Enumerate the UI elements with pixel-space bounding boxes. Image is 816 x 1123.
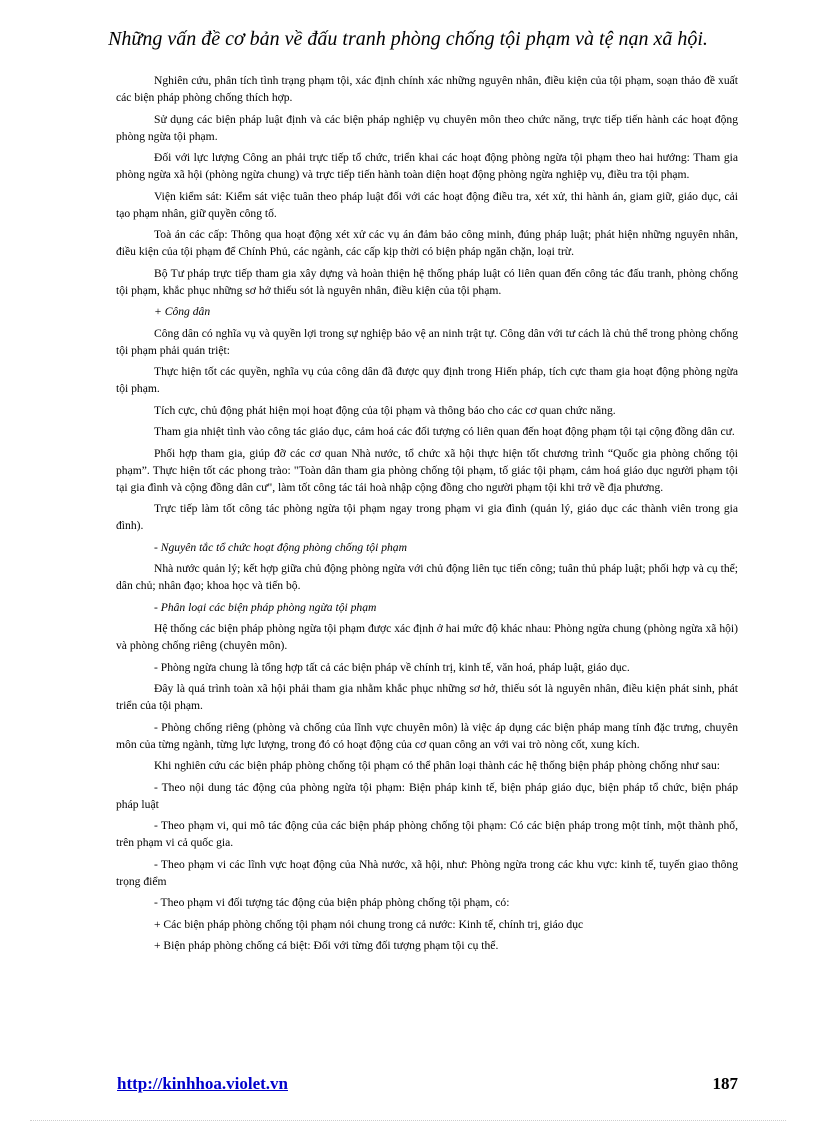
paragraph: + Các biện pháp phòng chống tội phạm nói chung trong cả nước: Kinh tế, chính trị, giáo dục bbox=[154, 917, 584, 931]
section-heading-nguyen-tac: - Nguyên tắc tổ chức hoạt động phòng chống tội phạm bbox=[154, 540, 407, 554]
paragraph: Đối với lực lượng Công an phải trực tiếp tổ chức, triển khai các hoạt động phòng ngừa tội phạm theo hai hướng: Tham gia phòng ngừa xã hội (phòng ngừa chung) và trực tiếp tiến hành toàn diện hoạt động phòng ngừa nghiệp vụ, điều tra tội phạm. bbox=[116, 151, 738, 181]
paragraph: - Theo phạm vi đối tượng tác động của biện pháp phòng chống tội phạm, có: bbox=[154, 896, 510, 909]
paragraph: Tham gia nhiệt tình vào công tác giáo dục, cảm hoá các đối tượng có liên quan đến hoạt động phạm tội tại cộng đồng dân cư. bbox=[154, 425, 735, 438]
paragraph: Trực tiếp làm tốt công tác phòng ngừa tội phạm ngay trong phạm vi gia đình (quản lý, giáo dục các thành viên trong gia đình). bbox=[116, 502, 738, 532]
paragraph: Viện kiểm sát: Kiểm sát việc tuân theo pháp luật đối với các hoạt động điều tra, xét xử, thi hành án, giam giữ, giáo dục, cải tạo phạm nhân, giữ quyền công tố. bbox=[116, 189, 738, 220]
paragraph: - Phòng ngừa chung là tổng hợp tất cả các biện pháp về chính trị, kinh tế, văn hoá, pháp luật, giáo dục. bbox=[154, 660, 630, 674]
paragraph: Phối hợp tham gia, giúp đỡ các cơ quan Nhà nước, tổ chức xã hội thực hiện tốt chương trình “Quốc gia phòng chống tội phạm”. Thực hiện tốt các phong trào: "Toàn dân tham gia phòng chống tội phạm, tố giác tội phạm, cảm hoá giáo dục người phạm tội tại gia đình và cộng đồng dân cư", làm tốt công tác tái hoà nhập cộng đồng cho người phạm tội khi trở về địa phương. bbox=[116, 446, 738, 494]
paragraph: Hệ thống các biện pháp phòng ngừa tội phạm được xác định ở hai mức độ khác nhau: Phòng ngừa chung (phòng ngừa xã hội) và phòng chống riêng (chuyên môn). bbox=[116, 622, 738, 652]
paragraph: - Theo phạm vi, qui mô tác động của các biện pháp phòng chống tội phạm: Có các biện pháp trong một tỉnh, một thành phố, trên phạm vi cả quốc gia. bbox=[116, 819, 738, 849]
paragraph: Sử dụng các biện pháp luật định và các biện pháp nghiệp vụ chuyên môn theo chức năng, trực tiếp tiến hành các hoạt động phòng ngừa tội phạm. bbox=[116, 112, 738, 143]
paragraph: + Biện pháp phòng chống cá biệt: Đối với từng đối tượng phạm tội cụ thể. bbox=[154, 939, 499, 952]
paragraph: - Theo nội dung tác động của phòng ngừa tội phạm: Biện pháp kinh tế, biện pháp giáo dục, biện pháp tổ chức, biện pháp pháp luật bbox=[116, 780, 738, 811]
paragraph: Nhà nước quản lý; kết hợp giữa chủ động phòng ngừa với chủ động liên tục tiến công; tuân thủ pháp luật; phối hợp và cụ thể; dân chủ; nhân đạo; khoa học và tiến bộ. bbox=[116, 562, 738, 592]
paragraph: Khi nghiên cứu các biện pháp phòng chống tội phạm có thể phân loại thành các hệ thống biện pháp phòng chống như sau: bbox=[154, 759, 721, 772]
paragraph: Nghiên cứu, phân tích tình trạng phạm tội, xác định chính xác những nguyên nhân, điều kiện của tội phạm, soạn thảo đề xuất các biện pháp phòng chống thích hợp. bbox=[116, 74, 738, 104]
paragraph: Đây là quá trình toàn xã hội phải tham gia nhằm khắc phục những sơ hở, thiếu sót là nguyên nhân, điều kiện phát sinh, phát triển của tội phạm. bbox=[116, 682, 738, 712]
paragraph: - Theo phạm vi các lĩnh vực hoạt động của Nhà nước, xã hội, như: Phòng ngừa trong các khu vực: kinh tế, tuyến giao thông trọng điểm bbox=[116, 857, 738, 888]
page-number: 187 bbox=[712, 1074, 738, 1093]
section-heading-cong-dan: + Công dân bbox=[154, 305, 211, 318]
paragraph: Công dân có nghĩa vụ và quyền lợi trong sự nghiệp bảo vệ an ninh trật tự. Công dân với tư cách là chủ thể trong phòng chống tội phạm phải quán triệt: bbox=[116, 326, 738, 357]
page-bottom-divider bbox=[30, 1120, 786, 1121]
section-heading-phan-loai: - Phân loại các biện pháp phòng ngừa tội phạm bbox=[154, 600, 377, 614]
page-header-title: Những vấn đề cơ bản về đấu tranh phòng chống tội phạm và tệ nạn xã hội. bbox=[108, 28, 708, 50]
paragraph: - Phòng chống riêng (phòng và chống của lĩnh vực chuyên môn) là việc áp dụng các biện pháp mang tính đặc trưng, chuyên môn của từng ngành, từng lực lượng, trong đó có hoạt động của cơ quan công an với vai trò nòng cốt, xung kích. bbox=[116, 720, 738, 751]
paragraph: Toà án các cấp: Thông qua hoạt động xét xử các vụ án đảm bảo công minh, đúng pháp luật; phát hiện những nguyên nhân, điều kiện của tội phạm để Chính Phủ, các ngành, các cấp kịp thời có biện pháp ngăn chặn, loại trừ. bbox=[116, 228, 738, 258]
body-text bbox=[116, 72, 738, 959]
footer-website-link[interactable]: http://kinhhoa.violet.vn bbox=[117, 1074, 288, 1093]
paragraph: Tích cực, chủ động phát hiện mọi hoạt động của tội phạm và thông báo cho các cơ quan chức năng. bbox=[154, 403, 616, 417]
paragraph: Thực hiện tốt các quyền, nghĩa vụ của công dân đã được quy định trong Hiến pháp, tích cực tham gia hoạt động phòng ngừa tội phạm. bbox=[116, 365, 738, 395]
paragraph: Bộ Tư pháp trực tiếp tham gia xây dựng và hoàn thiện hệ thống pháp luật có liên quan đến công tác đấu tranh, phòng chống tội phạm, khắc phục những sơ hở thiếu sót là nguyên nhân, điều kiện của tội phạm. bbox=[116, 266, 738, 297]
